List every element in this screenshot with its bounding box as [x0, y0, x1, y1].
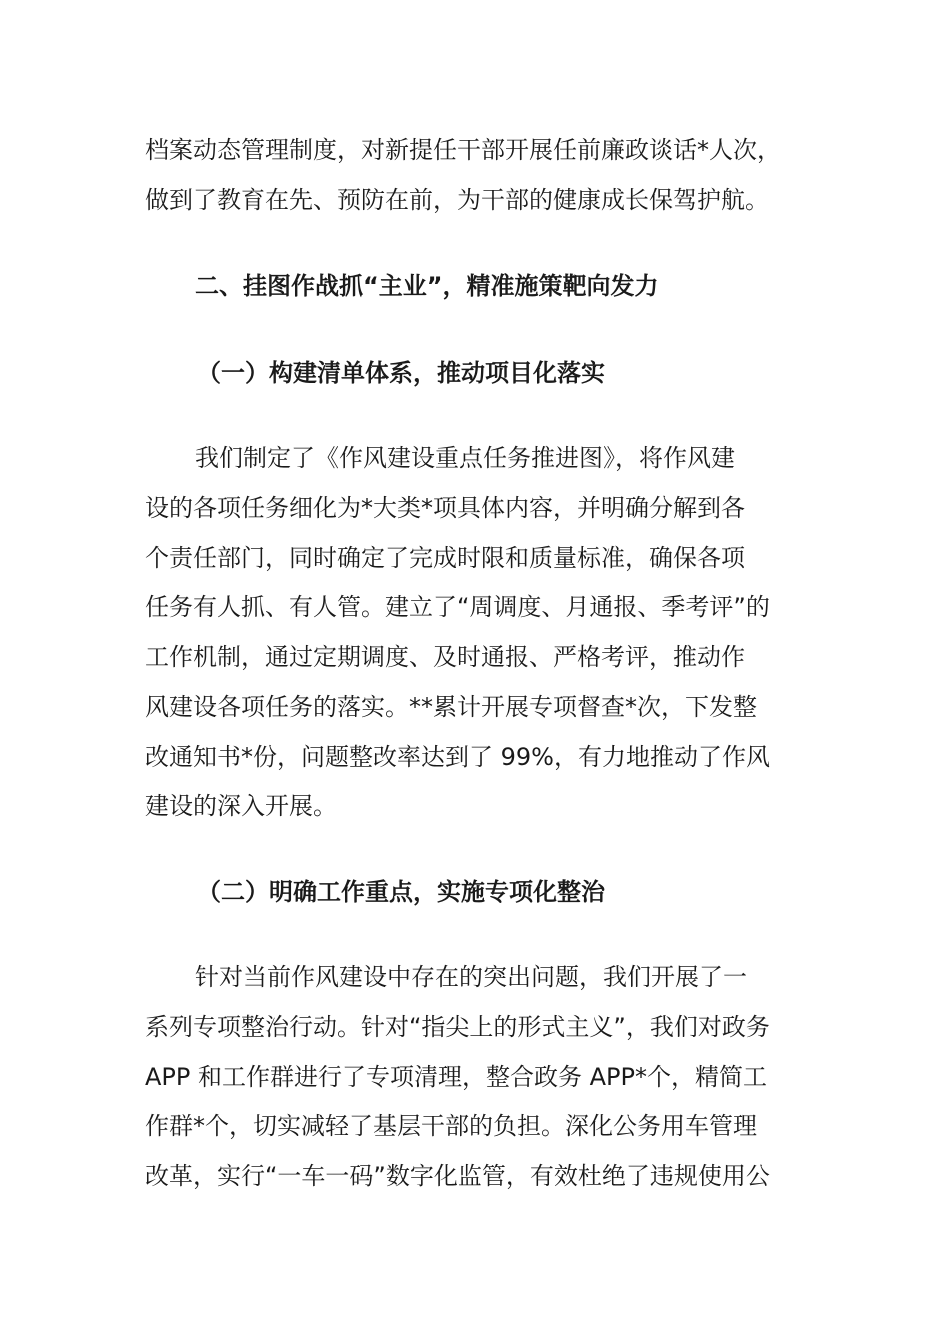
sub2-line-3: APP 和工作群进行了专项清理，整合政务 APP*个，精简工	[145, 1063, 767, 1091]
intro-line-2: 做到了教育在先、预防在前，为干部的健康成长保驾护航。	[145, 186, 769, 214]
section-heading: 二、挂图作战抓“主业”，精准施策靶向发力	[195, 272, 659, 300]
sub1-line-2: 设的各项任务细化为*大类*项具体内容，并明确分解到各	[145, 494, 745, 522]
sub1-line-5: 工作机制，通过定期调度、及时通报、严格考评，推动作	[145, 643, 745, 671]
sub1-line-6: 风建设各项任务的落实。**累计开展专项督查*次，下发整	[145, 693, 757, 721]
sub1-line-1: 我们制定了《作风建设重点任务推进图》，将作风建	[195, 444, 735, 472]
sub2-line-2: 系列专项整治行动。针对“指尖上的形式主义”，我们对政务	[145, 1013, 770, 1041]
subsection-heading-1: （一）构建清单体系，推动项目化落实	[197, 359, 605, 387]
sub2-line-5: 改革，实行“一车一码”数字化监管，有效杜绝了违规使用公	[145, 1162, 770, 1190]
sub2-line-4: 作群*个，切实减轻了基层干部的负担。深化公务用车管理	[145, 1112, 757, 1140]
sub1-line-4: 任务有人抓、有人管。建立了“周调度、月通报、季考评”的	[145, 593, 770, 621]
intro-line-1: 档案动态管理制度，对新提任干部开展任前廉政谈话*人次，	[145, 136, 781, 164]
sub1-line-8: 建设的深入开展。	[145, 792, 337, 820]
subsection-heading-2: （二）明确工作重点，实施专项化整治	[197, 878, 605, 906]
sub1-line-7: 改通知书*份，问题整改率达到了 99%，有力地推动了作风	[145, 743, 770, 771]
sub2-line-1: 针对当前作风建设中存在的突出问题，我们开展了一	[195, 963, 747, 991]
sub1-line-3: 个责任部门，同时确定了完成时限和质量标准，确保各项	[145, 544, 745, 572]
